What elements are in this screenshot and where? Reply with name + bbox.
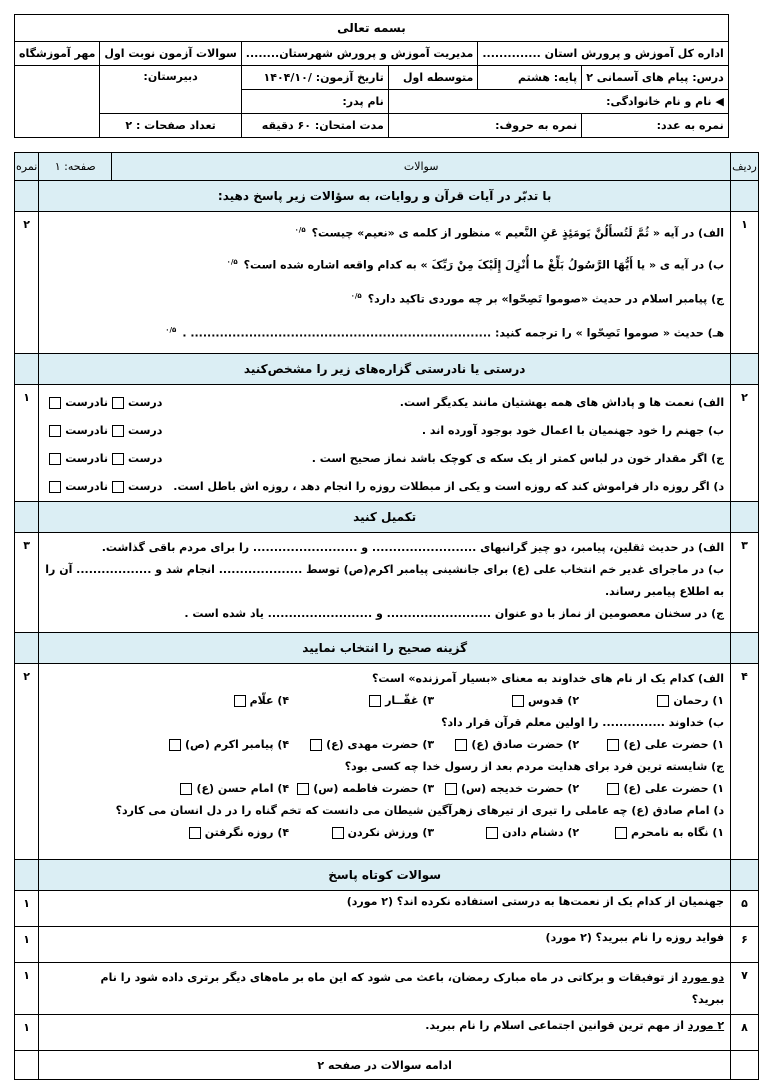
score-number-field[interactable]: نمره به عدد: — [582, 114, 729, 138]
exam-header — [14, 14, 729, 138]
option-checkbox[interactable] — [512, 695, 524, 707]
mc-option[interactable] — [289, 822, 434, 844]
true-false-choices — [45, 389, 162, 417]
question-item: هـ) حدیث « صوموا تَصِحّوا » را ترجمه کنید: ........................................................................ .$^{۰/۵}$ — [165, 326, 725, 340]
exam-date-field: تاریخ آزمون: /۱۴۰۴/۱۰ — [241, 66, 388, 90]
question-text: از مهم ترین قوانین اجتماعی اسلام را نام ببرید. — [425, 1019, 688, 1032]
header-title: بسمه تعالی — [15, 15, 729, 42]
question-item: ج) پیامبر اسلام در حدیث «صوموا تَصِحّوا» بر چه موردی تاکید دارد؟$^{۰/۵}$ — [350, 292, 725, 306]
mark-value: ۰/۵ — [165, 326, 177, 334]
fill-blank-item: ج) در سخنان معصومین از نماز با دو عنوان ......................... و ......................... یاد شده است . — [184, 607, 725, 620]
page-count-field: تعداد صفحات : ۲ — [100, 114, 241, 138]
mc-option[interactable] — [289, 690, 434, 712]
question-score: ۱ — [15, 385, 39, 502]
short-answer-row — [15, 963, 759, 1015]
option-checkbox[interactable] — [189, 827, 201, 839]
question-text: فواید روزه را نام ببرید؟ (۲ مورد) — [39, 927, 731, 963]
section-title: سوالات کوتاه پاسخ — [39, 860, 731, 891]
col-score-header: نمره — [15, 153, 39, 181]
mc-options — [45, 778, 724, 800]
section-header-row — [15, 633, 759, 664]
mc-options — [45, 690, 724, 712]
mc-options — [45, 734, 724, 756]
true-checkbox[interactable] — [112, 425, 124, 437]
true-false-item — [45, 417, 724, 445]
mc-option[interactable] — [434, 778, 579, 800]
mc-option[interactable] — [579, 778, 724, 800]
statement-text: الف) نعمت ها و پاداش های همه بهشتیان مانند یکدیگر است. — [399, 396, 725, 409]
question-number: ۵ — [731, 891, 759, 927]
mc-question-text: الف) کدام یک از نام های خداوند به معنای «بسیار آمرزنده» است؟ — [371, 672, 725, 685]
section-header-row — [15, 354, 759, 385]
question-number: ۷ — [731, 963, 759, 1015]
question-row — [15, 533, 759, 633]
footer-row — [15, 1051, 759, 1080]
fill-blank-item: ب) در ماجرای غدیر خم انتخاب علی (ع) برای جانشینی پیامبر اکرم(ص) توسط .................... انجام شد و .................. آن را — [45, 563, 725, 576]
true-checkbox[interactable] — [112, 481, 124, 493]
question-text: از توفیقات و برکاتی در ماه مبارک رمضان، باعث می شود که این ماه بر ماه‌های دیگر برتری داده شود را نام — [100, 971, 683, 984]
question-number: ۱ — [731, 212, 759, 354]
true-false-choices — [45, 473, 162, 501]
option-label: ۱) حضرت علی (ع) — [623, 738, 725, 751]
mc-option[interactable] — [579, 822, 724, 844]
section-header-row — [15, 502, 759, 533]
underlined-text: ۲ مورد — [687, 1019, 725, 1032]
continue-note: ادامه سوالات در صفحه ۲ — [39, 1051, 731, 1080]
option-checkbox[interactable] — [455, 739, 467, 751]
question-score: ۱ — [15, 1015, 39, 1051]
exam-title: سوالات آزمون نوبت اول — [100, 42, 241, 66]
question-row — [15, 664, 759, 860]
score-words-field[interactable]: نمره به حروف: — [388, 114, 581, 138]
question-number: ۸ — [731, 1015, 759, 1051]
false-label: نادرست — [65, 480, 108, 493]
false-checkbox[interactable] — [49, 425, 61, 437]
false-label: نادرست — [65, 424, 108, 437]
question-text-cont: ببرید؟ — [691, 993, 725, 1006]
true-label: درست — [127, 480, 163, 493]
grade-field: پایه: هشتم — [478, 66, 582, 90]
statement-text: ب) جهنم را خود جهنمیان با اعمال خود بوجود آورده اند . — [421, 424, 725, 437]
true-label: درست — [127, 424, 163, 437]
question-item: الف) در آیه « ثُمَّ لَتُسأَلُنَّ یَومَئِذٍ عَنِ النَّعیم » منظور از کلمه ی «نعیم» چیست؟$^{۰/۵}$ — [294, 226, 725, 240]
option-label: ۴) علّام — [249, 694, 290, 707]
option-label: ۳) حضرت مهدی (ع) — [326, 738, 435, 751]
option-label: ۲) حضرت خدیجه (س) — [460, 782, 580, 795]
option-checkbox[interactable] — [607, 783, 619, 795]
fill-blank-item: به اطلاع پیامبر رساند. — [604, 585, 725, 598]
questions-table — [14, 152, 759, 1080]
question-score: ۲ — [15, 664, 39, 860]
true-false-choices — [45, 445, 162, 473]
short-answer-row — [15, 927, 759, 963]
short-answer-row — [15, 891, 759, 927]
underlined-text: دو مورد — [682, 971, 725, 984]
question-score: ۱ — [15, 927, 39, 963]
subject-field: درس: پیام های آسمانی ۲ — [582, 66, 729, 90]
question-row — [15, 385, 759, 502]
statement-text: د) اگر روزه دار فراموش کند که روزه است و یکی از مبطلات روزه را انجام دهد ، روزه اش باطل است. — [173, 480, 725, 493]
section-header-row — [15, 860, 759, 891]
question-number: ۲ — [731, 385, 759, 502]
option-checkbox[interactable] — [234, 695, 246, 707]
false-checkbox[interactable] — [49, 453, 61, 465]
father-name-field[interactable]: نام پدر: — [241, 90, 388, 114]
duration-field: مدت امتحان: ۶۰ دقیقه — [241, 114, 388, 138]
option-label: ۴) روزه نگرفتن — [204, 826, 290, 839]
mark-value: ۰/۵ — [294, 226, 306, 234]
mc-option[interactable] — [144, 778, 289, 800]
mc-option[interactable] — [144, 822, 289, 844]
option-checkbox[interactable] — [657, 695, 669, 707]
school-stamp-label: مهر آموزشگاه — [15, 42, 100, 66]
option-checkbox[interactable] — [615, 827, 627, 839]
section-title: با تدبّر در آیات قرآن و روایات، به سؤالات زیر پاسخ دهید: — [39, 181, 731, 212]
question-score: ۲ — [15, 212, 39, 354]
option-checkbox[interactable] — [169, 739, 181, 751]
mc-options — [45, 822, 724, 844]
option-checkbox[interactable] — [180, 783, 192, 795]
option-label: ۱) نگاه به نامحرم — [631, 826, 725, 839]
true-false-item — [45, 473, 724, 501]
col-page-header: صفحه: ۱ — [39, 153, 112, 181]
province-office: اداره کل آموزش و پرورش استان .............. — [478, 42, 728, 66]
mark-value: ۰/۵ — [350, 292, 362, 300]
school-stamp-area — [15, 66, 100, 138]
mc-question-text: ج) شایسته ترین فرد برای هدایت مردم بعد از رسول خدا چه کسی بود؟ — [344, 760, 725, 773]
mc-option[interactable] — [289, 778, 434, 800]
student-name-field[interactable]: ◀ نام و نام خانوادگی: — [388, 90, 728, 114]
question-score: ۱ — [15, 963, 39, 1015]
question-number: ۶ — [731, 927, 759, 963]
true-checkbox[interactable] — [112, 397, 124, 409]
mc-option[interactable] — [144, 690, 289, 712]
mc-question-text: د) امام صادق (ع) چه عاملی را تیری از تیرهای زهرآگین شیطان می دانست که تخم گناه را در دل انسان می کارد؟ — [115, 804, 725, 817]
question-number: ۴ — [731, 664, 759, 860]
mc-option[interactable] — [144, 734, 289, 756]
mc-option[interactable] — [434, 822, 579, 844]
option-label: ۴) امام حسن (ع) — [196, 782, 290, 795]
option-label: ۳) ورزش نکردن — [347, 826, 435, 839]
option-label: ۲) دشنام دادن — [502, 826, 580, 839]
col-row-header: ردیف — [731, 153, 759, 181]
option-label: ۱) حضرت علی (ع) — [623, 782, 725, 795]
false-checkbox[interactable] — [49, 397, 61, 409]
mc-option[interactable] — [289, 734, 434, 756]
option-label: ۳) حضرت فاطمه (س) — [313, 782, 435, 795]
true-false-item — [45, 445, 724, 473]
false-label: نادرست — [65, 396, 108, 409]
section-header-row — [15, 181, 759, 212]
option-label: ۲) قدوس — [527, 694, 580, 707]
section-title: تکمیل کنید — [39, 502, 731, 533]
option-checkbox[interactable] — [310, 739, 322, 751]
level-field: متوسطه اول — [388, 66, 478, 90]
mc-option[interactable] — [579, 690, 724, 712]
mc-option[interactable] — [434, 734, 579, 756]
school-name-field: دبیرستان: — [100, 66, 241, 114]
short-answer-row — [15, 1015, 759, 1051]
true-label: درست — [127, 396, 163, 409]
true-checkbox[interactable] — [112, 453, 124, 465]
question-score: ۱ — [15, 891, 39, 927]
option-label: ۳) غفّــار — [385, 694, 435, 707]
mc-option[interactable] — [434, 690, 579, 712]
false-checkbox[interactable] — [49, 481, 61, 493]
fill-blank-item: الف) در حدیث ثقلین، پیامبر، دو چیز گرانبهای ......................... و ......................... را برای مردم باقی گذاشت. — [101, 541, 725, 554]
question-number: ۳ — [731, 533, 759, 633]
true-false-item — [45, 389, 724, 417]
true-label: درست — [127, 452, 163, 465]
section-title: گزینه صحیح را انتخاب نمایید — [39, 633, 731, 664]
option-checkbox[interactable] — [445, 783, 457, 795]
city-office: مدیریت آموزش و پرورش شهرستان........ — [241, 42, 478, 66]
table-header-row — [15, 153, 759, 181]
option-checkbox[interactable] — [486, 827, 498, 839]
question-text: جهنمیان از کدام یک از نعمت‌ها به درستی استفاده نکرده اند؟ (۲ مورد) — [39, 891, 731, 927]
mark-value: ۰/۵ — [226, 258, 238, 266]
question-row — [15, 212, 759, 354]
option-checkbox[interactable] — [297, 783, 309, 795]
option-label: ۱) رحمان — [673, 694, 725, 707]
option-label: ۲) حضرت صادق (ع) — [471, 738, 580, 751]
col-questions-header: سوالات — [112, 153, 731, 181]
true-false-choices — [45, 417, 162, 445]
question-item: ب) در آیه ی « یا أَیُّهَا الرَّسُولُ بَلِّغْ ما أُنْزِلَ إِلَیْکَ مِنْ رَبِّکَ » به کدام واقعه اشاره شده است؟$^{۰/۵}$ — [226, 258, 725, 272]
mc-option[interactable] — [579, 734, 724, 756]
option-checkbox[interactable] — [332, 827, 344, 839]
option-checkbox[interactable] — [369, 695, 381, 707]
question-score: ۳ — [15, 533, 39, 633]
false-label: نادرست — [65, 452, 108, 465]
statement-text: ج) اگر مقدار خون در لباس کمتر از یک سکه ی کوچک باشد نماز صحیح است . — [311, 452, 725, 465]
option-label: ۴) پیامبر اکرم (ص) — [185, 738, 290, 751]
section-title: درستی یا نادرستی گزاره‌های زیر را مشخص‌کنید — [39, 354, 731, 385]
option-checkbox[interactable] — [607, 739, 619, 751]
mc-question-text: ب) خداوند ............... را اولین معلم قرآن قرار داد؟ — [441, 716, 725, 729]
